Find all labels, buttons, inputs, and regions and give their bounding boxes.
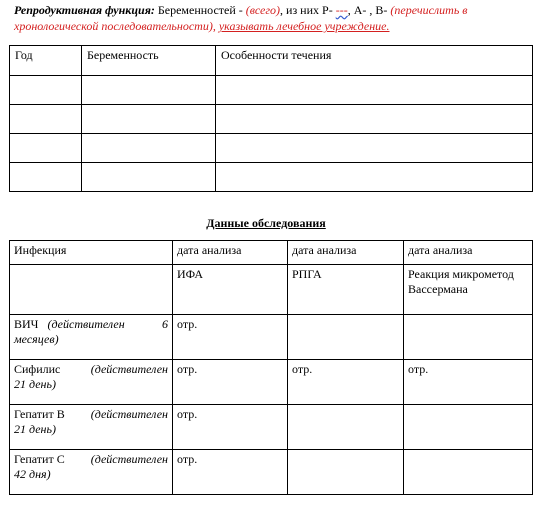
validity-note: 21 день) [14,377,56,391]
table-row [10,405,533,450]
table-cell[interactable] [10,134,82,163]
table-row [10,315,533,360]
table-row [10,134,533,163]
infection-name: Гепатит С [14,452,65,466]
reproductive-label: Репродуктивная функция: [14,3,155,17]
table-row [10,360,533,405]
validity-note: 6 [162,317,168,331]
result-cell[interactable] [288,315,404,360]
infection-name: Гепатит В [14,407,65,421]
infection-cell [10,450,173,495]
table-row [10,105,533,134]
ifa-header: ИФА [173,265,288,315]
infection-cell [10,360,173,405]
table-cell[interactable] [10,76,82,105]
result-cell[interactable]: отр. [173,360,288,405]
examination-title: Данные обследования [206,216,326,230]
pregnancy-table [9,45,533,192]
table-cell[interactable] [216,76,533,105]
result-cell[interactable]: отр. [173,405,288,450]
result-cell[interactable] [288,405,404,450]
infection-name: Сифилис [14,362,61,376]
table-cell[interactable] [82,105,216,134]
institution-hint: указывать лечебное учреждение. [218,19,390,33]
result-cell[interactable] [404,315,533,360]
analysis-date-header: дата анализа [173,241,288,265]
table-cell[interactable] [216,105,533,134]
table-header-row [10,265,533,315]
table-cell[interactable] [82,163,216,192]
validity-note: месяцев) [14,332,59,346]
table-row [10,450,533,495]
result-cell[interactable] [404,405,533,450]
table-cell [10,265,173,315]
abortions-text: , А- , В- [347,3,391,17]
validity-note: 42 дня) [14,467,51,481]
col-year-header: Год [10,46,82,76]
table-header-row [10,241,533,265]
total-hint: (всего) [245,3,281,17]
validity-note: (действителен [90,362,168,376]
validity-note: (действителен [47,317,125,331]
reproductive-function-paragraph [14,2,534,34]
chronology-hint: (перечислить в хронологической последовательности), [14,3,468,33]
infection-cell [10,315,173,360]
wassermann-header: Реакция микрометод Вассермана [404,265,533,315]
result-cell[interactable]: отр. [288,360,404,405]
births-dashes: --- [335,3,348,17]
validity-note: 21 день) [14,422,56,436]
infection-name: ВИЧ [14,317,39,331]
table-cell[interactable] [82,134,216,163]
validity-note: (действителен [90,452,168,466]
validity-note: (действителен [90,407,168,421]
result-cell[interactable]: отр. [173,450,288,495]
analysis-date-header: дата анализа [288,241,404,265]
births-text: , из них Р- [280,3,336,17]
result-cell[interactable]: отр. [173,315,288,360]
result-cell[interactable]: отр. [404,360,533,405]
infection-cell [10,405,173,450]
col-pregnancy-header: Беременность [82,46,216,76]
table-cell[interactable] [82,76,216,105]
result-cell[interactable] [404,450,533,495]
pregnancies-text: Беременностей - [154,3,246,17]
analysis-date-header: дата анализа [404,241,533,265]
table-header-row [10,46,533,76]
examination-table [9,240,533,495]
col-features-header: Особенности течения [216,46,533,76]
table-cell[interactable] [216,163,533,192]
table-cell[interactable] [10,105,82,134]
result-cell[interactable] [288,450,404,495]
table-cell[interactable] [216,134,533,163]
table-row [10,163,533,192]
table-row [10,76,533,105]
rpga-header: РПГА [288,265,404,315]
infection-header: Инфекция [10,241,173,265]
table-cell[interactable] [10,163,82,192]
